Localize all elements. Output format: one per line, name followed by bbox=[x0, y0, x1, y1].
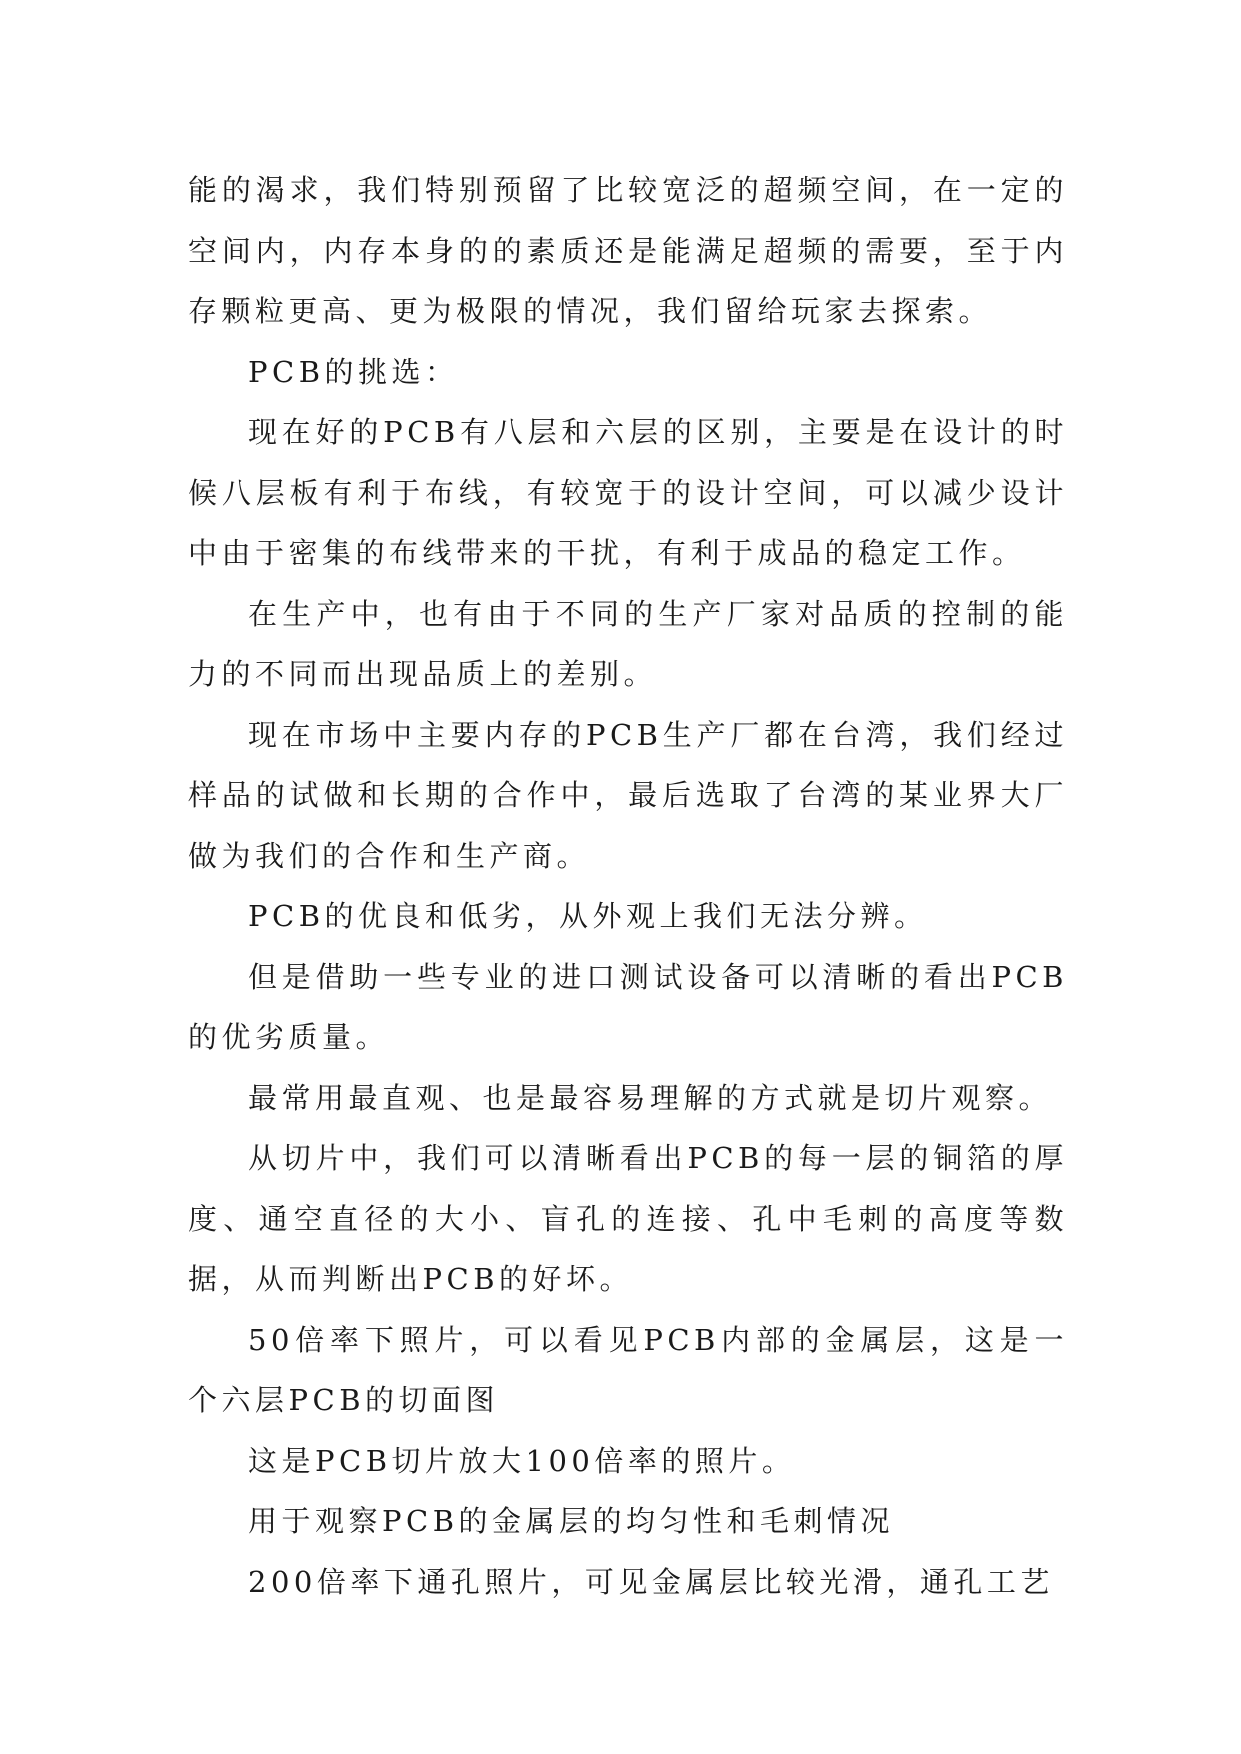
section-heading: PCB的挑选： bbox=[248, 354, 459, 389]
paragraph: 用于观察PCB的金属层的均匀性和毛刺情况 bbox=[248, 1504, 895, 1538]
paragraph: 在生产中，也有由于不同的生产厂家对品质的控制的能力的不同而出现品质上的差别。 bbox=[188, 596, 1068, 691]
paragraph: 从切片中，我们可以清晰看出PCB的每一层的铜箔的厚度、通空直径的大小、盲孔的连接、孔中毛刺的高度等数据，从而判断出PCB的好坏。 bbox=[188, 1141, 1068, 1296]
paragraph: 200倍率下通孔照片，可见金属层比较光滑，通孔工艺 bbox=[248, 1564, 1054, 1599]
paragraph: 现在市场中主要内存的PCB生产厂都在台湾，我们经过样品的试做和长期的合作中，最后选取了台湾的某业界大厂做为我们的合作和生产商。 bbox=[188, 717, 1068, 873]
paragraph: 这是PCB切片放大100倍率的照片。 bbox=[248, 1443, 796, 1478]
paragraph: 50倍率下照片，可以看见PCB内部的金属层，这是一个六层PCB的切面图 bbox=[188, 1322, 1068, 1417]
paragraph: 但是借助一些专业的进口测试设备可以清晰的看出PCB的优劣质量。 bbox=[188, 959, 1068, 1054]
paragraph: 能的渴求，我们特别预留了比较宽泛的超频空间，在一定的空间内，内存本身的的素质还是能满足超频的需要，至于内存颗粒更高、更为极限的情况，我们留给玩家去探索。 bbox=[188, 173, 1068, 328]
document-body bbox=[188, 160, 1068, 1612]
paragraph: 最常用最直观、也是最容易理解的方式就是切片观察。 bbox=[248, 1080, 1053, 1115]
paragraph: PCB的优良和低劣，从外观上我们无法分辨。 bbox=[248, 899, 928, 933]
paragraph: 现在好的PCB有八层和六层的区别，主要是在设计的时候八层板有利于布线，有较宽于的设计空间，可以减少设计中由于密集的布线带来的干扰，有利于成品的稳定工作。 bbox=[188, 415, 1068, 570]
